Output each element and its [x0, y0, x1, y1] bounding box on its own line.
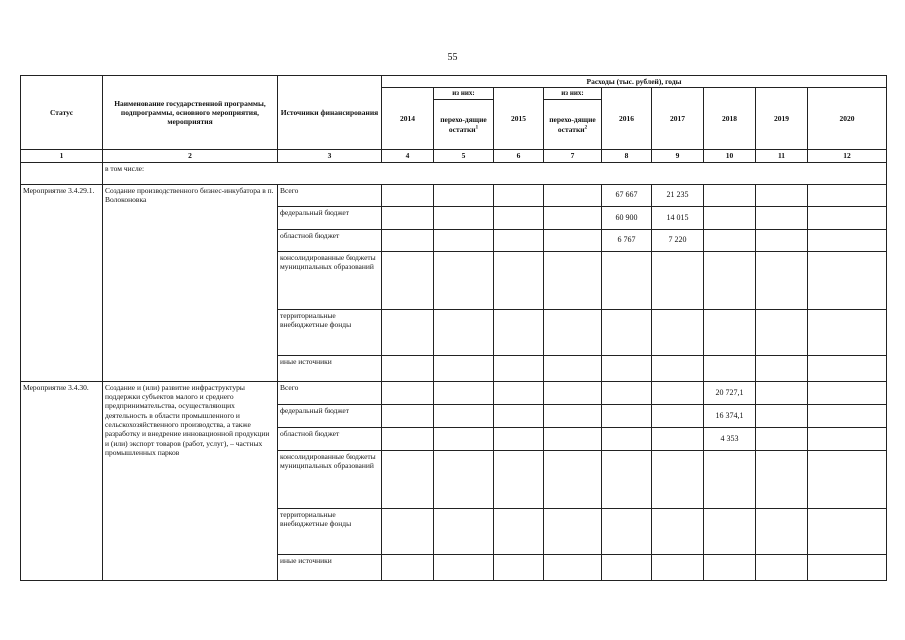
col-number: 1 — [21, 150, 103, 162]
header-year-2017: 2017 — [652, 88, 704, 150]
col-number: 10 — [704, 150, 756, 162]
col-number: 7 — [544, 150, 602, 162]
header-carryover-1: перехо-дящие остатки$^1$ — [434, 100, 494, 150]
header-carryover-2: перехо-дящие остатки$^2$ — [544, 100, 602, 150]
value-2018: 20 727,1 — [704, 381, 756, 404]
source-label: территориальные внебюджетные фонды — [278, 309, 382, 355]
budget-table — [20, 75, 887, 581]
col-number: 4 — [382, 150, 434, 162]
col-number: 8 — [602, 150, 652, 162]
measure1-name: Создание производственного бизнес-инкубатора в п. Волоконовка — [103, 184, 278, 381]
header-of-them-1: из них: — [434, 88, 494, 100]
value-2017: 7 220 — [652, 229, 704, 251]
table-row — [21, 184, 887, 206]
header-year-2019: 2019 — [756, 88, 808, 150]
col-number: 11 — [756, 150, 808, 162]
col-number: 12 — [808, 150, 887, 162]
including-label: в том числе: — [103, 162, 887, 184]
header-year-2016: 2016 — [602, 88, 652, 150]
header-name: Наименование государственной программы, подпрограммы, основного мероприятия, мероприятия — [103, 76, 278, 150]
value-2017: 14 015 — [652, 206, 704, 229]
value-2016: 67 667 — [602, 184, 652, 206]
header-year-2020: 2020 — [808, 88, 887, 150]
source-label: иные источники — [278, 355, 382, 381]
source-label: консолидированные бюджеты муниципальных образований — [278, 450, 382, 508]
value-2018: 16 374,1 — [704, 404, 756, 427]
value-2018: 4 353 — [704, 427, 756, 450]
header-year-2014: 2014 — [382, 88, 434, 150]
page-number: 55 — [447, 52, 458, 63]
col-number: 2 — [103, 150, 278, 162]
source-label: областной бюджет — [278, 229, 382, 251]
header-status: Статус — [21, 76, 103, 150]
value-2016: 6 767 — [602, 229, 652, 251]
value-2016: 60 900 — [602, 206, 652, 229]
column-number-row — [21, 150, 887, 162]
col-number: 9 — [652, 150, 704, 162]
col-number: 6 — [494, 150, 544, 162]
header-of-them-2: из них: — [544, 88, 602, 100]
source-label: консолидированные бюджеты муниципальных образований — [278, 251, 382, 309]
source-label: Всего — [278, 381, 382, 404]
header-year-2018: 2018 — [704, 88, 756, 150]
measure1-status: Мероприятие 3.4.29.1. — [21, 184, 103, 381]
header-expenses: Расходы (тыс. рублей), годы — [382, 76, 887, 88]
source-label: федеральный бюджет — [278, 206, 382, 229]
col-number: 3 — [278, 150, 382, 162]
measure2-status: Мероприятие 3.4.30. — [21, 381, 103, 580]
source-label: Всего — [278, 184, 382, 206]
source-label: федеральный бюджет — [278, 404, 382, 427]
table-row — [21, 381, 887, 404]
header-year-2015: 2015 — [494, 88, 544, 150]
source-label: областной бюджет — [278, 427, 382, 450]
including-status-cell — [21, 162, 103, 184]
header-sources: Источники финансирования — [278, 76, 382, 150]
source-label: иные источники — [278, 554, 382, 580]
source-label: территориальные внебюджетные фонды — [278, 508, 382, 554]
col-number: 5 — [434, 150, 494, 162]
value-2017: 21 235 — [652, 184, 704, 206]
measure2-name: Создание и (или) развитие инфраструктуры поддержки субъектов малого и среднего предпринимательства, осуществляющих деятельность в области промышленного и сельскохозяйственного производства, а также разработку и внедрение инновационной продукции и (или) экспорт товаров (работ, услуг), – частных промышленных парков — [103, 381, 278, 580]
